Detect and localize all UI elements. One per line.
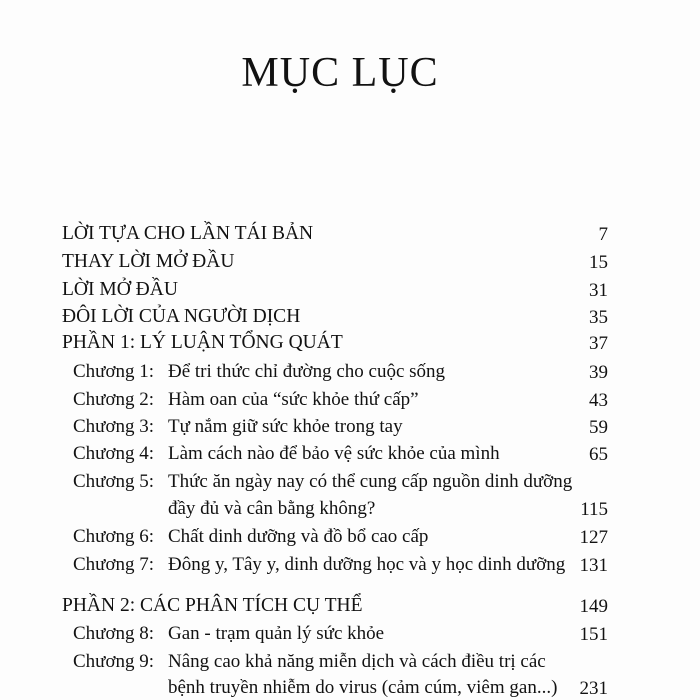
toc-entry-preface-reprint: LỜI TỰA CHO LẦN TÁI BẢN: [62, 223, 314, 244]
chapter-title: Để tri thức chỉ đường cho cuộc sống: [168, 361, 446, 382]
chapter-label: Chương 7:: [73, 554, 155, 575]
toc-page-number: 151: [579, 624, 608, 645]
chapter-title: Hàm oan của “sức khỏe thứ cấp”: [168, 389, 419, 410]
chapter-label: Chương 5:: [73, 471, 155, 492]
toc-page-number: 39: [589, 362, 608, 383]
chapter-label: Chương 8:: [73, 623, 155, 644]
toc-chapter-9: [73, 652, 546, 671]
toc-entry-translator-note: ĐÔI LỜI CỦA NGƯỜI DỊCH: [62, 306, 301, 327]
toc-page-number: 37: [589, 333, 608, 354]
chapter-title: Tự nắm giữ sức khỏe trong tay: [168, 416, 403, 437]
chapter-label: Chương 2:: [73, 389, 155, 410]
toc-page-number: 31: [589, 280, 608, 301]
toc-chapter-6: [73, 527, 428, 546]
chapter-label: Chương 1:: [73, 361, 155, 382]
chapter-title: Thức ăn ngày nay có thể cung cấp nguồn dinh dưỡng: [168, 471, 573, 492]
chapter-label: Chương 3:: [73, 416, 155, 437]
page-title: MỤC LỤC: [241, 50, 439, 96]
toc-chapter-8: [73, 624, 384, 643]
chapter-title: Đông y, Tây y, dinh dưỡng học và y học dinh dưỡng: [168, 554, 566, 575]
chapter-title: Nâng cao khả năng miễn dịch và cách điều trị các: [168, 651, 546, 672]
chapter-label: Chương 6:: [73, 526, 155, 547]
toc-entry-part-1: PHẦN 1: LÝ LUẬN TỔNG QUÁT: [62, 332, 343, 353]
toc-page-number: 127: [579, 527, 608, 548]
toc-chapter-5-continued: đầy đủ và cân bằng không?: [168, 498, 376, 519]
toc-chapter-2: [73, 390, 419, 409]
toc-page-number: 149: [579, 596, 608, 617]
toc-page-number: 131: [579, 555, 608, 576]
chapter-label: Chương 4:: [73, 443, 155, 464]
toc-chapter-3: [73, 417, 403, 436]
toc-page-number: 7: [598, 224, 608, 245]
toc-page-number: 35: [589, 307, 608, 328]
toc-chapter-1: [73, 362, 445, 381]
toc-page-number: 231: [579, 678, 608, 699]
toc-page-number: 43: [589, 390, 608, 411]
toc-entry-foreword: THAY LỜI MỞ ĐẦU: [62, 251, 235, 272]
toc-chapter-9-continued: bệnh truyền nhiễm do virus (cảm cúm, viêm gan...): [168, 677, 558, 698]
toc-entry-introduction: LỜI MỞ ĐẦU: [62, 279, 178, 300]
toc-chapter-7: [73, 555, 565, 574]
chapter-title: Gan - trạm quản lý sức khỏe: [168, 623, 385, 644]
toc-chapter-5: [73, 472, 572, 491]
chapter-title: Chất dinh dưỡng và đồ bổ cao cấp: [168, 526, 429, 547]
toc-entry-part-2: PHẦN 2: CÁC PHÂN TÍCH CỤ THỂ: [62, 595, 363, 616]
chapter-label: Chương 9:: [73, 651, 155, 672]
chapter-title: Làm cách nào để bảo vệ sức khỏe của mình: [168, 443, 500, 464]
toc-chapter-4: [73, 444, 500, 463]
toc-page-number: 15: [589, 252, 608, 273]
toc-page-number: 65: [589, 444, 608, 465]
toc-page-number: 59: [589, 417, 608, 438]
toc-page-number: 115: [580, 499, 608, 520]
